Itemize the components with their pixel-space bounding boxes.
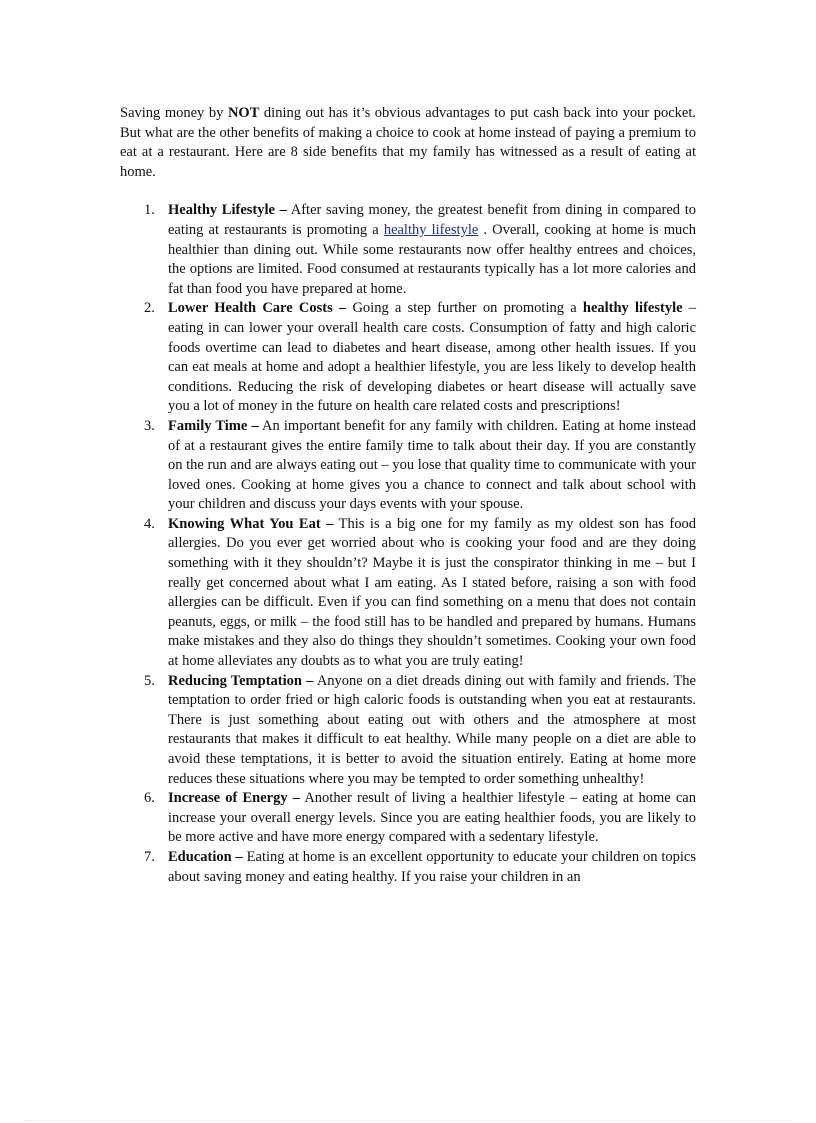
healthy-lifestyle-link[interactable]: healthy lifestyle [383, 221, 479, 238]
item-text: Eating at home is an excellent opportunity to educate your children on topics about saving money and eating healthy. If you raise your children in an [168, 848, 696, 885]
list-number: 6. [144, 790, 155, 807]
item-title: Lower Health Care Costs – [168, 300, 347, 317]
intro-text: dining out has it’s obvious advantages to put cash back into your pocket. But what are the other benefits of making a choice to cook at home instead of paying a premium to eat at a restaurant. Here are 8 side benefits that my family has witnessed as a result of eating at home. [120, 105, 696, 180]
item-title: Reducing Temptation – [168, 672, 314, 689]
intro-paragraph [120, 104, 696, 182]
item-text: Anyone on a diet dreads dining out with family and friends. The temptation to order fried or high caloric foods is outstanding when you eat at restaurants. There is just something about eating out with others and the atmosphere at most restaurants that makes it difficult to eat healthy. While many people on a diet are able to avoid these temptations, it is better to avoid the situation entirely. Eating at home more reduces these situations where you may be tempted to order something unhealthy! [168, 672, 696, 787]
item-text: – eating in can lower your overall health care costs. Consumption of fatty and high caloric foods overtime can lead to diabetes and heart disease, among other health issues. If you can eat meals at home and adopt a healthier lifestyle, you are less likely to develop health conditions. Reducing the risk of developing diabetes or heart disease will actually save you a lot of money in the future on health care related costs and prescriptions! [168, 300, 697, 415]
intro-text: Saving money by [120, 105, 228, 121]
list-number: 2. [144, 300, 155, 317]
list-item-education [120, 848, 696, 887]
item-title: Healthy Lifestyle – [168, 202, 287, 219]
benefits-list [120, 201, 696, 887]
list-item-health-care-costs [120, 299, 696, 417]
list-item-increase-of-energy [120, 789, 696, 848]
list-number: 1. [144, 202, 155, 219]
item-text: . Overall, cooking at home is much healthier than dining out. While some restaurants now offer healthy entrees and choices, the options are limited. Food consumed at restaurants typically has a lot more calories and fat than food you have prepared at home. [168, 221, 696, 297]
page-footer-divider [24, 1120, 792, 1121]
list-item-family-time [120, 417, 696, 515]
item-text: An important benefit for any family with children. Eating at home instead of at a restaurant gives the entire family time to talk about their day. If you are constantly on the run and are always eating out – you lose that quality time to communicate with your loved ones. Cooking at home gives you a chance to connect and talk about school with your children and discuss your days events with your spouse. [168, 417, 697, 513]
item-title: Increase of Energy – [168, 790, 300, 807]
item-emphasis: healthy lifestyle [582, 300, 683, 317]
item-text: After saving money, the greatest benefit from dining in compared to eating at restaurants is promoting a [168, 202, 696, 238]
list-item-reducing-temptation [120, 672, 696, 790]
item-text: Another result of living a healthier lifestyle – eating at home can increase your overall energy levels. Since you are eating healthier foods, you are likely to be more active and have more energy compared with a sedentary lifestyle. [168, 790, 696, 846]
item-title: Education – [168, 848, 243, 865]
item-title: Family Time – [168, 417, 259, 434]
list-number: 3. [144, 417, 155, 434]
list-item-healthy-lifestyle [120, 201, 696, 299]
item-text: Going a step further on promoting a [346, 300, 583, 317]
list-item-knowing-what-you-eat [120, 515, 696, 672]
item-title: Knowing What You Eat – [168, 515, 334, 532]
list-number: 5. [144, 672, 155, 689]
item-text: This is a big one for my family as my oldest son has food allergies. Do you ever get worried about who is cooking your food and are they doing something with it they shouldn’t? Maybe it is just the conspirator thinking in me – but I really get concerned about what I am eating. As I stated before, raising a son with food allergies can be difficult. Even if you can find something on a menu that does not contain peanuts, eggs, or milk – the food still has to be handled and prepared by humans. Humans make mistakes and they also do things they shouldn’t sometimes. Cooking your own food at home alleviates any doubts as to what you are truly eating! [168, 515, 696, 670]
list-number: 4. [144, 515, 155, 532]
intro-emphasis: NOT [227, 105, 260, 121]
list-number: 7. [144, 848, 155, 865]
document-body [120, 104, 696, 887]
